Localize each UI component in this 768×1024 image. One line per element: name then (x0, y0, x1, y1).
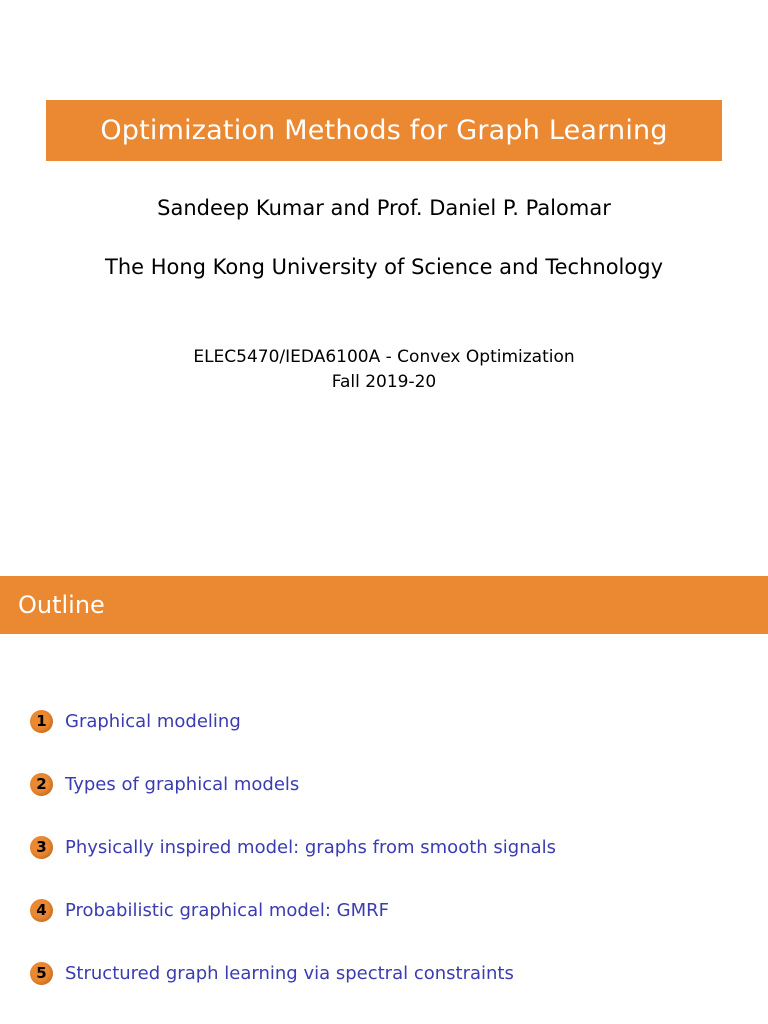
authors: Sandeep Kumar and Prof. Daniel P. Palomar (157, 196, 611, 220)
outline-item-physically-inspired-model[interactable] (30, 834, 556, 860)
outline-item-types-of-graphical-models[interactable] (30, 771, 299, 797)
outline-item-label[interactable]: Probabilistic graphical model: GMRF (65, 899, 390, 921)
outline-item-structured-graph-learning[interactable] (30, 960, 514, 986)
outline-title: Outline (18, 591, 105, 619)
number-badge-icon: 4 (30, 899, 53, 922)
number-badge-icon: 2 (30, 773, 53, 796)
course-term: Fall 2019-20 (331, 372, 437, 392)
number-badge-icon: 1 (30, 710, 53, 733)
outline-item-label[interactable]: Graphical modeling (65, 710, 241, 732)
title-banner (46, 100, 722, 161)
course-info (0, 345, 768, 395)
outline-item-label[interactable]: Structured graph learning via spectral constraints (65, 962, 514, 984)
outline-item-label[interactable]: Physically inspired model: graphs from smooth signals (65, 836, 557, 858)
outline-header (0, 576, 768, 634)
course-name: ELEC5470/IEDA6100A - Convex Optimization (193, 347, 575, 367)
number-badge-icon: 5 (30, 962, 53, 985)
number-badge-icon: 3 (30, 836, 53, 859)
institute: The Hong Kong University of Science and Technology (105, 255, 663, 279)
outline-item-graphical-modeling[interactable] (30, 708, 241, 734)
outline-item-probabilistic-graphical-model[interactable] (30, 897, 389, 923)
outline-item-label[interactable]: Types of graphical models (65, 773, 300, 795)
presentation-title: Optimization Methods for Graph Learning (100, 115, 668, 146)
